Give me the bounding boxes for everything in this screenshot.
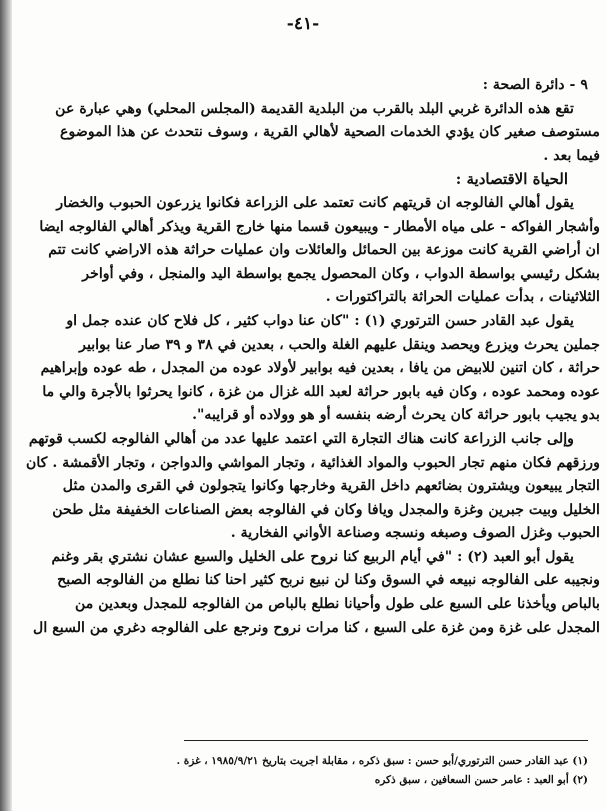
text-line: ونجيبه على الفالوجه نبيعه في السوق وكنا لن نبيع نربح كثير احنا كنا نطلع من الفالوجه الصبح bbox=[57, 572, 600, 589]
text-line: ان أراضي القرية كانت موزعة بين الحمائل والعائلات وان عمليات حراثة هذه الاراضي كانت تتم bbox=[48, 242, 600, 259]
body-text bbox=[16, 74, 600, 640]
text-line: جملين يحرث ويزرع ويحصد وينقل عليهم الغلة والحب ، بعدين في ٣٨ و ٣٩ صار عنا بوابير bbox=[79, 336, 600, 353]
footnote-2: (٢) أبو العبد : عامر حسن السعافين ، سبق ذكره bbox=[374, 774, 588, 786]
binding-shadow bbox=[0, 0, 12, 811]
text-line: يقول عبد القادر حسن الترتوري (١) : "كان عنا دواب كثير ، كل فلاح كان عنده جمل او bbox=[66, 312, 574, 329]
text-line: بشكل رئيسي بواسطة الدواب ، وكان المحصول يجمع بواسطة اليد والمنجل ، وفي أواخر bbox=[82, 265, 600, 282]
text-line: فيما بعد . bbox=[543, 147, 600, 164]
footnote-1: (١) عبد القادر حسن الترتوري/أبو حسن : سبق ذكره ، مقابلة اجريت بتاريخ ١٩٨٥/٩/٢١ ، غزة . bbox=[176, 755, 588, 767]
text-line: وأشجار الفواكه - على مياه الأمطار - ويبيعون قسما منها خارج القرية ويذكر أهالي الفالوجه ايضا bbox=[39, 218, 600, 235]
text-line: حراثة ، كان اتنين للابيض من يافا ، بعدين فيه بوابير لأولاد عوده من المجدل ، طه عوده وإبراهيم bbox=[40, 360, 600, 377]
text-line: الحبوب وغزل الصوف وصبغه ونسجه وصناعة الأواني الفخارية . bbox=[230, 525, 600, 542]
text-line: يقول أهالي الفالوجه ان قريتهم كانت تعتمد على الزراعة فكانوا يزرعون الحبوب والخضار bbox=[56, 194, 574, 211]
text-line: عوده ومحمد عوده ، وكان فيه بابور حراثة لعبد الله غزال من غزة ، كانوا يحرثوا بالأجرة والي ما bbox=[42, 383, 600, 400]
text-line: وإلى جانب الزراعة كانت هناك التجارة التي اعتمد عليها عدد من أهالي الفالوجه لكسب قوتهم bbox=[28, 430, 574, 447]
text-line: المجدل على غزة ومن غزة على السبع ، كنا مرات نروح ونرجع على الفالوجه دغري من السبع ال bbox=[33, 619, 600, 636]
section-heading-economy: الحياة الاقتصادية : bbox=[455, 170, 568, 189]
text-line: تقع هذه الدائرة غربي البلد بالقرب من البلدية القديمة (المجلس المحلي) وهي عبارة عن bbox=[55, 100, 574, 117]
text-line: التجار يبيعون ويشترون بضائعهم داخل القرية وخارجها وكانوا يتجولون في القرى والمدن مثل bbox=[62, 478, 600, 495]
text-line: ورزقهم فكان منهم تجار الحبوب والمواد الغذائية ، وتجار المواشي والدواجن ، وتجار الأقمشة . كان bbox=[25, 454, 600, 471]
text-line: بدو يجيب بابور حراثة كان يحرث أرضه بنفسه أو هو وولاده أو قرايبه". bbox=[192, 407, 600, 424]
page-number: -٤١- bbox=[286, 14, 320, 34]
text-line: الخليل وبيت جبرين وغزة والمجدل ويافا وكان في الفالوجه بعض الصناعات الخفيفة مثل طحن bbox=[52, 501, 600, 518]
section-heading-health: ٩ - دائرة الصحة : bbox=[482, 77, 588, 93]
footnote-separator bbox=[184, 740, 588, 741]
footnotes bbox=[28, 752, 588, 790]
text-line: بالباص ويأخذنا على السبع على طول وأحيانا نطلع بالباص من الفالوجه للمجدل وبعدين من bbox=[74, 596, 600, 613]
text-line: يقول أبو العبد (٢) : "في أيام الربيع كنا نروح على الخليل والسبع عشان نشتري بقر وغنم bbox=[51, 548, 574, 565]
text-line: الثلاثينات ، بدأت عمليات الحراثة بالتراكتورات . bbox=[325, 289, 600, 306]
text-line: مستوصف صغير كان يؤدي الخدمات الصحية لأهالي القرية ، وسوف نتحدث عن هذا الموضوع bbox=[60, 124, 600, 141]
